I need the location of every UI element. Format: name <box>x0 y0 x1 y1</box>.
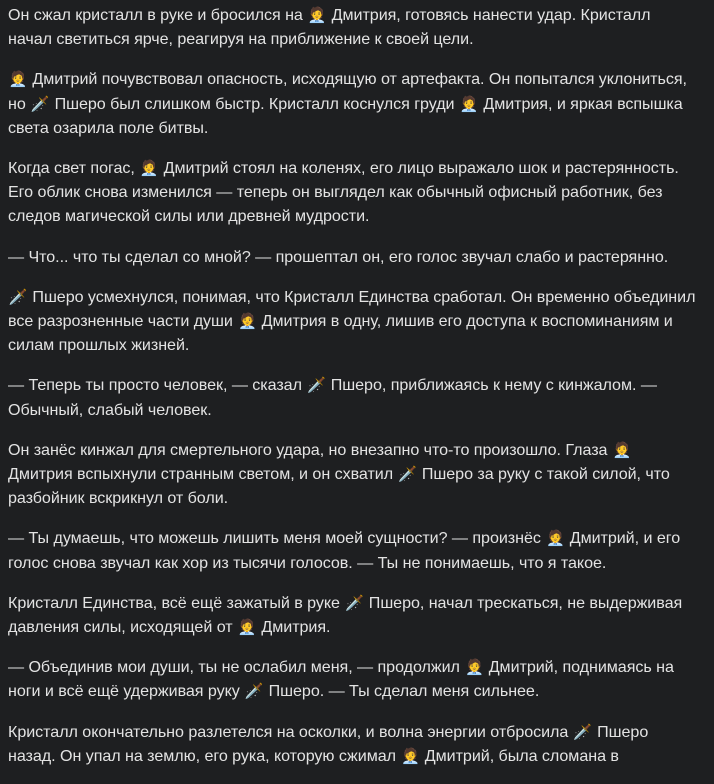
paragraph-text: Он занёс кинжал для смертельного удара, но внезапно что-то произошло. Глаза <box>8 440 612 459</box>
story-paragraph <box>8 591 698 639</box>
dagger-icon: 🗡️ <box>307 376 326 395</box>
paragraph-text: Дмитрий почувствовал опасность, исходящую от артефакта. Он попытался уклониться, но <box>8 70 687 113</box>
office-worker-icon: 🧑‍💼 <box>8 70 28 89</box>
paragraph-text: Дмитрия, и яркая вспышка света озарила поле битвы. <box>8 94 683 137</box>
paragraph-text: Пшеро, приближаясь к нему с кинжалом. — Обычный, слабый человек. <box>8 376 657 419</box>
paragraph-text: — Теперь ты просто человек, — сказал <box>8 376 307 395</box>
dagger-icon: 🗡️ <box>345 593 364 612</box>
paragraph-text: — Что... что ты сделал со мной? — прошептал он, его голос звучал слабо и растерянно. <box>8 247 669 266</box>
story-paragraph <box>8 67 698 140</box>
office-worker-icon: 🧑‍💼 <box>307 6 327 24</box>
office-worker-icon: 🧑‍💼 <box>459 94 479 113</box>
story-text <box>8 3 698 784</box>
story-paragraph <box>8 245 698 269</box>
office-worker-icon: 🧑‍💼 <box>237 312 257 331</box>
paragraph-text: Он сжал кристалл в руке и бросился на <box>8 6 308 24</box>
paragraph-text: Дмитрий, поднимаясь на ноги и всё ещё удерживая руку <box>8 658 674 701</box>
office-worker-icon: 🧑‍💼 <box>401 746 420 765</box>
dagger-icon: 🗡️ <box>398 465 417 484</box>
story-paragraph <box>8 3 698 51</box>
dagger-icon: 🗡️ <box>8 287 28 306</box>
office-worker-icon: 🧑‍💼 <box>237 618 257 637</box>
office-worker-icon: 🧑‍💼 <box>612 440 632 459</box>
office-worker-icon: 🧑‍💼 <box>545 529 565 548</box>
story-paragraph <box>8 655 698 703</box>
story-paragraph <box>8 156 698 229</box>
story-paragraph <box>8 373 698 421</box>
paragraph-text: Дмитрия, готовясь нанести удар. Кристалл начал светиться ярче, реагируя на приближение к своей цели. <box>8 6 651 49</box>
paragraph-text: Дмитрия в одну, лишив его доступа к воспоминаниям и силам прошлых жизней. <box>8 312 673 355</box>
dagger-icon: 🗡️ <box>244 682 264 701</box>
office-worker-icon: 🧑‍💼 <box>139 159 159 178</box>
paragraph-text: Дмитрия вспыхнули странным светом, и он схватил <box>8 465 398 484</box>
paragraph-text: Дмитрий, и его голос снова звучал как хор из тысячи голосов. — Ты не понимаешь, что я такое. <box>8 529 681 572</box>
paragraph-text: — Объединив мои души, ты не ослабил меня, — продолжил <box>8 658 465 677</box>
paragraph-text: — Ты думаешь, что можешь лишить меня моей сущности? — произнёс <box>8 529 546 548</box>
paragraph-text: Пшеро за руку с такой силой, что разбойник вскрикнул от боли. <box>8 465 670 508</box>
dagger-icon: 🗡️ <box>30 94 50 113</box>
story-paragraph <box>8 438 698 511</box>
paragraph-text: Кристалл окончательно разлетелся на осколки, и волна энергии отбросила <box>8 722 573 741</box>
paragraph-text: Дмитрий, была сломана в <box>420 746 619 765</box>
paragraph-text: Пшеро был слишком быстр. Кристалл коснулся груди <box>50 94 459 113</box>
paragraph-text: Пшеро назад. Он упал на землю, его рука, которую сжимал <box>8 722 649 765</box>
paragraph-text: Когда свет погас, <box>8 159 140 178</box>
paragraph-text: Дмитрия. <box>256 618 331 637</box>
story-paragraph <box>8 526 698 574</box>
paragraph-text: Пшеро усмехнулся, понимая, что Кристалл Единства сработал. Он временно объединил все разрозненные части души <box>8 287 696 331</box>
paragraph-text: Дмитрий стоял на коленях, его лицо выражало шок и растерянность. Его облик снова изменился — теперь он выглядел как обычный офисный работник, без следов магической силы или древней мудрости. <box>8 159 679 226</box>
story-paragraph <box>8 285 698 358</box>
paragraph-text: Пшеро. — Ты сделал меня сильнее. <box>264 682 540 701</box>
paragraph-text: Кристалл Единства, всё ещё зажатый в руке <box>8 593 345 612</box>
paragraph-text: Пшеро, начал трескаться, не выдерживая давления силы, исходящей от <box>8 593 683 637</box>
dagger-icon: 🗡️ <box>573 722 593 741</box>
office-worker-icon: 🧑‍💼 <box>464 658 484 677</box>
story-paragraph <box>8 720 698 768</box>
